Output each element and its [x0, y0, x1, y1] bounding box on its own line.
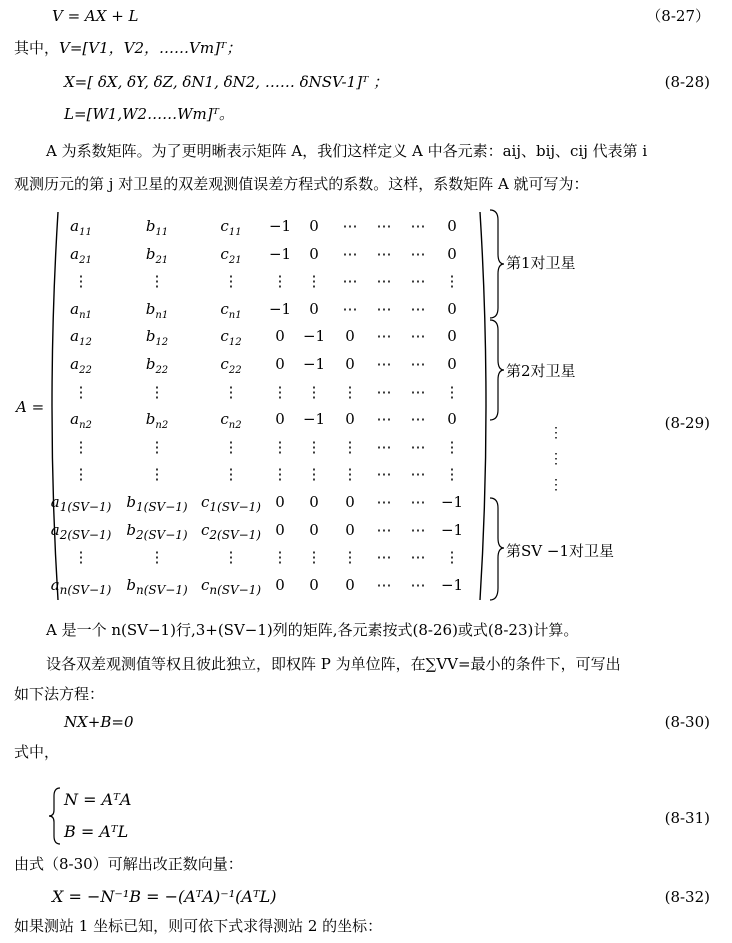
- matrix-cell: ⋯: [410, 355, 426, 373]
- paragraph-1-line-1: A 为系数矩阵。为了更明晰表示矩阵 A，我们这样定义 A 中各元素：aij、bij、cij 代表第 i: [46, 142, 648, 160]
- paragraph-1-line-2: 观测历元的第 j 对卫星的双差观测值误差方程式的系数。这样，系数矩阵 A 就可写为：: [14, 175, 589, 193]
- matrix-cell: −1: [302, 355, 326, 373]
- matrix-row: [44, 352, 494, 376]
- matrix-cell: ⋯: [410, 575, 426, 594]
- matrix-cell: ⋮: [149, 465, 165, 484]
- brace-label-satellite-2: 第2对卫星: [506, 362, 576, 380]
- matrix-cell: $b_{22}$: [145, 355, 169, 376]
- matrix-cell: ⋯: [342, 244, 358, 263]
- matrix-row: [44, 435, 494, 459]
- matrix-cell: 0: [309, 244, 319, 263]
- matrix-cell: ⋯: [410, 520, 426, 539]
- matrix-cell: −1: [440, 493, 464, 511]
- matrix-cell: −1: [268, 299, 292, 318]
- matrix-cell: ⋮: [306, 548, 322, 567]
- matrix-cell: ⋮: [342, 465, 358, 484]
- matrix-cell: 0: [275, 520, 285, 539]
- matrix-cell: ⋯: [376, 437, 392, 456]
- equation-8-31-N: N = AᵀA: [64, 790, 132, 809]
- matrix-cell: 0: [345, 575, 355, 594]
- matrix-cell: ⋯: [410, 465, 426, 484]
- matrix-cell: ⋮: [73, 465, 89, 484]
- matrix-cell: 0: [447, 327, 457, 346]
- matrix-cell: 0: [447, 410, 457, 429]
- matrix-cell: 0: [309, 520, 319, 539]
- equation-8-30: NX+B=0: [64, 713, 134, 731]
- matrix-cell: ⋮: [223, 382, 239, 401]
- matrix-cell: −1: [268, 217, 292, 235]
- matrix-cell: 0: [447, 217, 457, 235]
- matrix-row: [44, 545, 494, 569]
- matrix-cell: ⋯: [376, 575, 392, 594]
- matrix-cell: $b_{12}$: [145, 327, 169, 349]
- matrix-cell: $a_{2(SV-1)}$: [50, 520, 112, 542]
- matrix-cell: 0: [275, 493, 285, 511]
- matrix-cell: ⋯: [342, 217, 358, 235]
- matrix-cell: 0: [447, 244, 457, 263]
- matrix-cell: ⋯: [342, 299, 358, 318]
- matrix-cell: ⋮: [306, 382, 322, 401]
- matrix-cell: ⋯: [376, 382, 392, 401]
- matrix-cell: $c_{n(SV-1)}$: [200, 575, 262, 597]
- matrix-cell: $a_{1(SV-1)}$: [50, 493, 112, 514]
- matrix-cell: ⋯: [410, 272, 426, 291]
- matrix-cell: 0: [345, 520, 355, 539]
- matrix-row: [44, 407, 494, 431]
- matrix-cell: 0: [275, 327, 285, 346]
- paragraph-4: 由式（8-30）可解出改正数向量：: [14, 855, 243, 873]
- matrix-cell: 0: [275, 355, 285, 373]
- matrix-cell: $c_{2(SV-1)}$: [201, 520, 261, 542]
- equation-8-27: V = AX + L: [52, 7, 139, 25]
- matrix-label-A: A =: [16, 398, 45, 416]
- matrix-cell: ⋯: [376, 327, 392, 346]
- matrix-cell: $c_{n2}$: [220, 410, 242, 432]
- equation-8-32: X = −N⁻¹B = −(AᵀA)⁻¹(AᵀL): [52, 887, 277, 906]
- matrix-cell: $c_{12}$: [220, 327, 242, 349]
- matrix-cell: ⋮: [444, 437, 460, 456]
- matrix-cell: $c_{11}$: [220, 217, 242, 238]
- matrix-cell: ⋮: [342, 548, 358, 567]
- matrix-cell: $a_{n(SV-1)}$: [50, 575, 112, 597]
- matrix-row: [44, 518, 494, 542]
- matrix-cell: ⋮: [73, 548, 89, 567]
- paragraph-2: A 是一个 n(SV−1)行,3+(SV−1)列的矩阵,各元素按式(8-26)或式(8-23)计算。: [46, 621, 579, 639]
- matrix-row: [44, 324, 494, 348]
- matrix-cell: 0: [309, 493, 319, 511]
- matrix-cell: ⋮: [223, 437, 239, 456]
- matrix-cell: $a_{n2}$: [70, 410, 92, 432]
- matrix-cell: ⋯: [376, 299, 392, 318]
- matrix-cell: 0: [447, 355, 457, 373]
- matrix-cell: ⋮: [444, 382, 460, 401]
- matrix-row: [44, 573, 494, 597]
- group-braces: [488, 208, 508, 608]
- matrix-cell: $a_{n1}$: [70, 299, 92, 321]
- matrix-row: [44, 269, 494, 293]
- matrix-cell: ⋮: [272, 382, 288, 401]
- matrix-cell: ⋮: [444, 272, 460, 291]
- matrix-cell: ⋮: [73, 272, 89, 291]
- matrix-cell: 0: [275, 575, 285, 594]
- matrix-row: [44, 242, 494, 266]
- matrix-cell: ⋮: [306, 437, 322, 456]
- equation-L: L=[W1,W2……Wm]ᵀ。: [64, 105, 234, 123]
- matrix-cell: $c_{1(SV-1)}$: [201, 493, 261, 514]
- matrix-cell: ⋯: [376, 410, 392, 429]
- equation-number-8-28: (8-28): [664, 73, 710, 91]
- matrix-cell: ⋮: [272, 272, 288, 291]
- matrix-cell: 0: [345, 410, 355, 429]
- matrix-cell: $b_{1(SV-1)}$: [126, 493, 188, 514]
- matrix-row: [44, 214, 494, 238]
- matrix-cell: ⋮: [272, 548, 288, 567]
- matrix-cell: ⋯: [376, 465, 392, 484]
- cases-brace: [48, 786, 62, 846]
- equation-number-8-29: (8-29): [664, 414, 710, 432]
- matrix-cell: −1: [302, 410, 326, 429]
- matrix-cell: 0: [345, 493, 355, 511]
- matrix-cell: ⋯: [410, 437, 426, 456]
- vertical-ellipsis-2: ⋮: [549, 451, 563, 467]
- matrix-cell: ⋮: [272, 465, 288, 484]
- matrix-cell: ⋮: [73, 437, 89, 456]
- matrix-cell: ⋮: [73, 382, 89, 401]
- matrix-cell: ⋯: [342, 272, 358, 291]
- matrix-cell: 0: [345, 355, 355, 373]
- matrix-cell: ⋯: [410, 327, 426, 346]
- matrix-cell: ⋮: [149, 437, 165, 456]
- matrix-cell: ⋮: [444, 548, 460, 567]
- equation-number-8-30: (8-30): [664, 713, 710, 731]
- matrix-cell: ⋮: [149, 382, 165, 401]
- matrix-cell: ⋯: [376, 272, 392, 291]
- matrix-cell: $c_{n1}$: [220, 299, 242, 321]
- matrix-row: [44, 380, 494, 404]
- matrix-cell: $b_{n2}$: [145, 410, 169, 432]
- matrix-cell: 0: [309, 575, 319, 594]
- where-V-line: 其中，V=[V1，V2，……Vm]ᵀ；: [14, 39, 242, 57]
- matrix-cell: ⋮: [444, 465, 460, 484]
- matrix-cell: ⋯: [410, 217, 426, 235]
- matrix-cell: ⋯: [410, 493, 426, 511]
- equation-number-8-32: (8-32): [664, 888, 710, 906]
- matrix-cell: $b_{2(SV-1)}$: [126, 520, 188, 542]
- matrix-cell: $c_{22}$: [220, 355, 242, 376]
- matrix-cell: $a_{21}$: [70, 244, 92, 266]
- paragraph-3-line-1: 设各双差观测值等权且彼此独立，即权阵 P 为单位阵，在∑VV=最小的条件下，可写出: [46, 655, 621, 673]
- matrix-cell: ⋮: [223, 272, 239, 291]
- equation-8-28: X=[ δX, δY, δZ, δN1, δN2, …… δNSV-1]ᵀ ；: [64, 73, 389, 91]
- matrix-cell: ⋮: [306, 272, 322, 291]
- matrix-cell: −1: [440, 520, 464, 539]
- matrix-cell: ⋯: [376, 548, 392, 567]
- matrix-cell: $c_{21}$: [220, 244, 242, 266]
- matrix-cell: ⋯: [376, 493, 392, 511]
- matrix-cell: ⋮: [149, 548, 165, 567]
- matrix-cell: ⋮: [149, 272, 165, 291]
- equation-number-8-27: （8-27）: [646, 7, 710, 25]
- matrix-cell: ⋮: [223, 465, 239, 484]
- matrix-cell: 0: [447, 299, 457, 318]
- vertical-ellipsis-1: ⋮: [549, 425, 563, 441]
- matrix-cell: ⋯: [410, 382, 426, 401]
- matrix-cell: $a_{12}$: [70, 327, 92, 349]
- matrix-cell: −1: [268, 244, 292, 263]
- matrix-cell: ⋯: [376, 520, 392, 539]
- coefficient-matrix: [44, 208, 494, 604]
- brace-label-satellite-SV-1: 第SV −1对卫星: [506, 542, 614, 560]
- matrix-cell: 0: [345, 327, 355, 346]
- matrix-cell: ⋮: [342, 437, 358, 456]
- matrix-cell: ⋮: [306, 465, 322, 484]
- matrix-cell: 0: [275, 410, 285, 429]
- matrix-cell: ⋯: [410, 410, 426, 429]
- matrix-cell: ⋯: [410, 299, 426, 318]
- matrix-row: [44, 490, 494, 514]
- matrix-cell: ⋯: [410, 548, 426, 567]
- matrix-cell: ⋯: [376, 355, 392, 373]
- matrix-cell: $b_{21}$: [145, 244, 169, 266]
- matrix-cell: 0: [309, 299, 319, 318]
- paragraph-5: 如果测站 1 坐标已知，则可依下式求得测站 2 的坐标：: [14, 917, 383, 935]
- matrix-cell: ⋮: [223, 548, 239, 567]
- paragraph-3-line-2: 如下法方程：: [14, 685, 105, 703]
- matrix-cell: $a_{22}$: [70, 355, 92, 376]
- matrix-cell: $b_{n1}$: [145, 299, 169, 321]
- matrix-cell: −1: [440, 575, 464, 594]
- matrix-cell: ⋮: [342, 382, 358, 401]
- matrix-cell: $b_{n(SV-1)}$: [126, 575, 188, 597]
- equation-8-31-B: B = AᵀL: [64, 822, 129, 841]
- equation-number-8-31: (8-31): [664, 809, 710, 827]
- matrix-row: [44, 297, 494, 321]
- matrix-cell: ⋯: [376, 244, 392, 263]
- matrix-cell: $a_{11}$: [70, 217, 92, 238]
- vertical-ellipsis-3: ⋮: [549, 477, 563, 493]
- matrix-cell: −1: [302, 327, 326, 346]
- matrix-cell: ⋯: [410, 244, 426, 263]
- matrix-cell: $b_{11}$: [145, 217, 169, 238]
- brace-label-satellite-1: 第1对卫星: [506, 254, 576, 272]
- matrix-cell: ⋮: [272, 437, 288, 456]
- matrix-cell: 0: [309, 217, 319, 235]
- where-line: 式中，: [14, 743, 60, 761]
- matrix-row: [44, 462, 494, 486]
- matrix-cell: ⋯: [376, 217, 392, 235]
